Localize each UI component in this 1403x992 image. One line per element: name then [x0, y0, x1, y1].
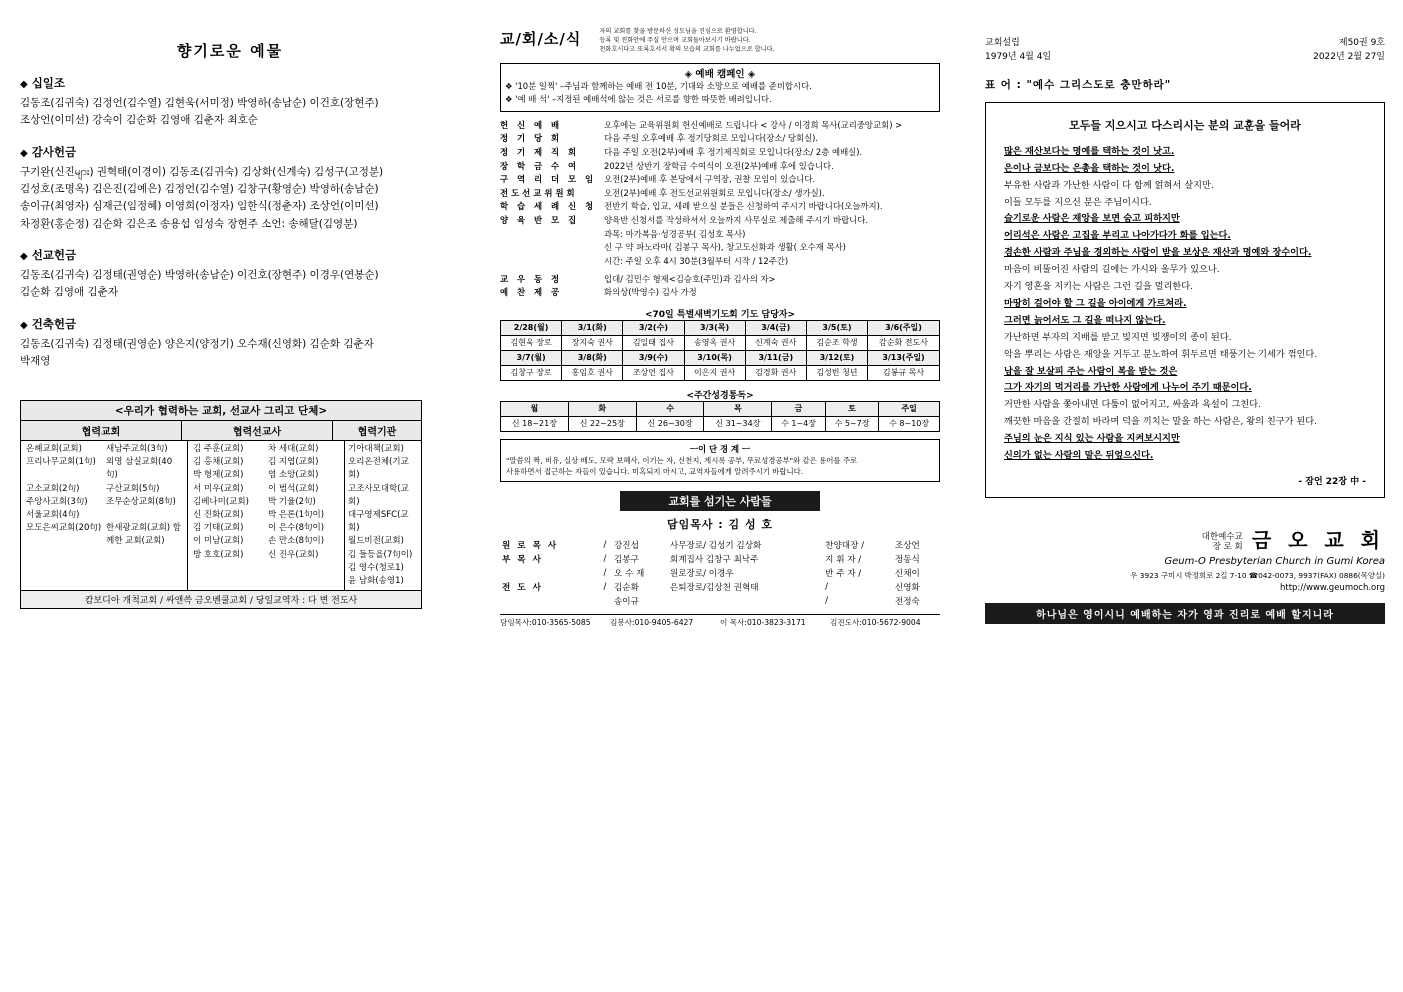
church-website[interactable]: http://www.geumoch.org	[1279, 583, 1385, 593]
diamond-icon: ◆	[20, 250, 28, 262]
missionary-row: 김베나미(교회) 박 기율(2句)	[193, 496, 316, 507]
motto-label: 표 어 :	[985, 78, 1022, 91]
verse-title: 모두들 지으시고 다스리시는 분의 교훈을 들어라	[1069, 118, 1301, 132]
diamond-icon: ◆	[20, 79, 28, 90]
announcement-label: 예 찬 제 공	[500, 287, 563, 298]
offering-group-label: 선교헌금	[31, 247, 77, 262]
issue-date: 2022년 2월 27일	[1313, 52, 1385, 63]
table-row: 월 화 수 목 금 토 주일	[501, 401, 940, 416]
announcement-text: 오후에는 교육위원회 헌신예배로 드립니다 < 강사 / 이경희 목사(교리중앙교회) >	[604, 119, 903, 130]
verse-line: 많은 재산보다는 명예를 택하는 것이 낫고.	[1004, 145, 1175, 157]
offering-line: 김동조(김귀숙) 김정언(김수열) 김현욱(서미정) 박영하(송남순) 이건호(장현주)	[20, 97, 379, 109]
verse-line: 그가 자기의 먹거리를 가난한 사람에게 나누어 주기 때문이다.	[1004, 382, 1252, 394]
offering-line: 김동조(김귀숙) 김정태(권영순) 양은지(양정기) 오수재(신영화) 김순화 김춘자	[20, 337, 374, 350]
announcement-list	[500, 119, 940, 300]
staff-row: 부 목 사 / 김봉구 회계집사 김창구 최낙주 지 휘 자 / 정동식	[502, 553, 920, 565]
org-row: 고조사모대학(교회)	[348, 483, 409, 507]
church-row: 모도은씨교회(20句) 한새광교회(교회) 함께한 교회(교회)	[26, 523, 182, 547]
church-address: 우 3923 구미시 박정희로 2길 7-10 ☎042-0073, 9937(FAX) 0886(목양실)	[1130, 571, 1385, 580]
church-row: 프리나무교회(1句) 외명 삼실교회(40句)	[26, 457, 173, 481]
missionary-row: 박 형제(교회) 염 소앙(교회)	[193, 470, 319, 481]
phone-list	[500, 614, 940, 628]
campaign-line: ❖ '예 배 석' –지정된 예배석에 않는 것은 서로를 향한 따뜻한 배려입니다.	[505, 94, 772, 105]
verse-line: 이들 모두를 지으신 분은 주님이시다.	[1004, 196, 1152, 208]
offering-group-label: 십일조	[31, 76, 66, 90]
founded-date: 1979년 4월 4일	[985, 52, 1052, 63]
phone-item: 김봉사:010-9405-6427	[610, 617, 694, 627]
org-row: 기아대책(교회)	[348, 444, 404, 455]
announcement-item	[500, 146, 940, 160]
offering-group-head	[20, 75, 440, 91]
serve-section-bar: 교회를 섬기는 사람들	[620, 491, 820, 511]
announcement-item	[500, 187, 940, 201]
cooperation-footer: 캄보디아 개척교회 / 싸앤쓱 금오벤쿨교회 / 당일교역자 : 다 변 전도사	[21, 590, 421, 608]
missionary-row: 방 호호(교회) 신 진우(교회)	[193, 549, 319, 560]
offering-group-head	[20, 144, 440, 160]
verse-line: 겸손한 사람과 주님을 경외하는 사람이 받을 보상은 재산과 명예와 장수이다.	[1004, 247, 1312, 259]
offering-line: 송이규(최영자) 심재근(임정혜) 이영희(이정자) 임한식(정춘자) 조상언(이미선)	[20, 200, 379, 213]
announcement-item	[500, 173, 940, 187]
offering-line: 조상언(이미선) 강숙이 김순화 김영애 김춘자 최호순	[20, 114, 258, 127]
announcement-text: 전반기 학습, 입교, 세례 받으실 분들은 신청하여 주시기 바랍니다(오늘까지).	[604, 201, 883, 212]
bible-reading-title: <주간성경통독>	[686, 390, 754, 401]
verse-line: 은이나 금보다는 은총을 택하는 것이 낫다.	[1004, 162, 1175, 174]
church-row: 서울교회(4句)	[26, 509, 80, 520]
middle-column	[500, 0, 940, 628]
org-row: 오리온전체(기교회)	[348, 457, 409, 481]
church-row: 고소교회(2句) 구산교회(5句)	[26, 483, 160, 494]
prayer-schedule-table	[500, 320, 940, 381]
announcement-label: 양 육 반 모 집	[500, 215, 580, 226]
phone-item: 이 목사:010-3823-3171	[720, 617, 806, 627]
announcement-label: 교 우 동 정	[500, 273, 563, 284]
missionary-row: 이 미남(교회) 손 만소(8句이)	[193, 536, 325, 547]
table-row: 김창구 장로 홍임호 권사 조상언 집사 이은지 권사 김경화 권사 김성빈 청년 김봉규 목사	[501, 365, 940, 380]
announcement-item	[500, 286, 940, 300]
church-name-english: Geum-O Presbyterian Church in Gumi Korea	[1164, 556, 1385, 567]
announcement-sub: 신 구 약 파노라마( 김봉구 목사), 창고도신화과 생활( 오수재 목사)	[604, 242, 846, 253]
org-row: 김 들등을(7句이)	[348, 549, 413, 560]
table-row: 2/28(월) 3/1(화) 3/2(수) 3/3(목) 3/4(금) 3/5(토) 3/6(주일)	[501, 320, 940, 335]
cooperation-body	[21, 441, 421, 590]
staff-row: 원 로 목 사 / 강진섭 사무장로/ 김성기 김상화 찬양대장 / 조상언	[502, 539, 920, 551]
phone-item: 김진도사:010-5672-9004	[830, 617, 921, 627]
missionary-row: 김 주훈(교회) 차 세대(교회)	[193, 444, 319, 455]
announcement-text: 2022년 상반기 장학금 수여식이 오전(2부)예배 후에 있습니다.	[604, 160, 834, 171]
diamond-icon: ◆	[20, 319, 28, 331]
col-header-churches: 협력교회	[21, 421, 182, 440]
announcement-sub: 과목: 마가복음·성경공부( 김성호 목사)	[604, 228, 746, 239]
offering-line: 김동조(김귀숙) 김정태(권영순) 박영하(송남순) 이건호(장현주) 이경우(연봉순)	[20, 268, 379, 281]
verse-line: 악을 뿌리는 사람은 재앙을 거두고 분노하여 휘두르면 태풍기는 기세가 꺾인다.	[1004, 348, 1318, 360]
offering-group-body	[20, 164, 440, 233]
senior-pastor-line: 담임목사 : 김 성 호	[666, 517, 774, 531]
phone-item: 담임목사:010-3565-5085	[500, 617, 591, 627]
cult-warning-line: "말씀의 짝, 비유, 실상 배도, 모략 보혜사, 이기는 자, 신천지, 계시록 공부, 무료성경공부"와 같은 용어를 주로	[506, 456, 858, 466]
right-column	[985, 0, 1385, 624]
motto-text: "예수 그리스도로 충만하라"	[1026, 78, 1172, 91]
offering-line: 구기완(신진များ) 권혁태(이경이) 김동조(김귀숙) 김상화(신계숙) 김성구(고정분)	[20, 165, 384, 178]
announcement-text: 다음 주일 오전(2부)예배 후 정기제직회로 모입니다(장소/ 2층 예배실).	[604, 147, 863, 158]
campaign-line: ❖ '10분 일찍' –주님과 함께하는 예배 전 10분, 기대와 소망으로 예배를 준비합시다.	[505, 80, 812, 91]
offering-line: 김성호(조명옥) 김은진(김예은) 김정언(김수열) 김창구(황영순) 박영하(송남순)	[20, 182, 379, 195]
announcement-item	[500, 200, 940, 214]
offering-group-label: 건축헌금	[31, 316, 77, 331]
announcement-item	[500, 214, 940, 228]
verse-line: 주님의 눈은 지식 있는 사람을 지켜보시지만	[1004, 433, 1180, 445]
verse-line: 자기 영혼을 지키는 사람은 그런 길을 멀리한다.	[1004, 281, 1194, 293]
denomination-line: 장 로 회	[1212, 542, 1243, 553]
cooperation-table	[20, 400, 422, 609]
announcement-text: 다음 주일 오후예배 후 정기당회로 모입니다(장소/ 당회실).	[604, 133, 819, 144]
announcement-label: 헌 신 예 배	[500, 119, 563, 130]
announcement-label: 장 학 금 수 여	[500, 160, 580, 171]
volume-number: 제50권 9호	[1338, 38, 1385, 48]
col-header-orgs: 협력기관	[357, 427, 397, 439]
founded-label: 교회설립	[985, 38, 1020, 48]
bible-reading-table	[500, 401, 940, 432]
verse-line: 깨끗한 마음을 간절히 바라며 덕을 끼치는 말을 하는 사람은, 왕의 친구가 된다.	[1004, 416, 1318, 428]
announcement-label: 전도선교위원회	[500, 187, 578, 198]
table-row: 김현욱 장로 장지숙 권사 김일태 집사 송영옥 권사 신계숙 권사 김순조 학생 감순화 전도사	[501, 335, 940, 350]
staff-table	[500, 538, 940, 608]
announcement-item	[500, 132, 940, 146]
announcement-text: 양육반 신청서를 작성하셔서 오늘까지 사무실로 제출해 주시기 바랍니다.	[604, 215, 869, 226]
footer-bar: 하나님은 영이시니 예배하는 자가 영과 진리로 예배 할지니라	[985, 603, 1385, 624]
missionary-row: 신 진화(교회) 박 은론(1句이)	[193, 509, 325, 520]
verse-line: 슬기로운 사람은 재앙을 보면 숨고 피하지만	[1004, 213, 1180, 225]
verse-line: 어리석은 사람은 고집을 부리고 나아가다가 화를 입는다.	[1004, 230, 1231, 242]
verse-line: 신의가 없는 사람의 말은 뒤엎으신다.	[1004, 450, 1154, 462]
news-title: 교/회/소/식	[500, 30, 582, 48]
verse-line: 거만한 사람을 쫓아내면 다툼이 없어지고, 싸움과 욕설이 그친다.	[1004, 399, 1262, 411]
news-header	[500, 28, 940, 55]
staff-row: 송이규 / 전정숙	[613, 595, 920, 607]
announcement-item	[500, 160, 940, 174]
org-row: 월드비전(교회)	[348, 536, 404, 547]
missionaries-cell	[188, 441, 345, 590]
church-logo-block	[985, 524, 1385, 593]
offering-group-body	[20, 336, 440, 371]
offering-group	[20, 316, 440, 371]
orgs-cell	[345, 441, 421, 590]
offering-line: 차정환(홍순정) 김순화 김은조 송용섭 임성숙 장현주 소언: 송해달(김영분)	[20, 217, 358, 230]
motto-line	[985, 77, 1385, 92]
offering-group	[20, 75, 440, 130]
offering-group-label: 감사헌금	[31, 144, 77, 159]
worship-campaign-box	[500, 63, 940, 112]
left-column	[20, 0, 440, 609]
offering-group-head	[20, 247, 440, 263]
cult-warning-box	[500, 439, 940, 482]
announcement-text: 입대/ 김민수 형제<김승호(주민)과 김사의 자>	[604, 273, 776, 284]
masthead	[985, 36, 1385, 65]
diamond-icon: ◆	[20, 147, 28, 159]
campaign-heading: ◈ 예배 캠페인 ◈	[684, 68, 756, 80]
welcome-notice: 자의 교회를 찾을 방문하신 성도님을 진심으로 환영합니다. 등록 및 전화안에 주실 안으며 교회돌아보시기 바랍니다. 천화호시다고 또록호서서 확의 모습의 교회를 나누었으로 합니다.	[599, 28, 775, 53]
offering-line: 박재영	[20, 354, 51, 367]
missionary-row: 김 기태(교회) 이 은수(8句이)	[193, 523, 325, 534]
offering-group	[20, 144, 440, 233]
announcement-label: 구 역 리 더 모 임	[500, 174, 597, 185]
verse-line: 그러면 늙어서도 그 길을 떠나지 않는다.	[1004, 314, 1166, 326]
offering-group-body	[20, 267, 440, 302]
verse-box	[985, 102, 1385, 498]
church-row: 주앙사고회(3句) 조무순상교회(8句)	[26, 496, 176, 507]
announcement-text: 오전(2부)예배 후 전도선교위원회로 모입니다(장소/ 생가실).	[604, 187, 825, 198]
org-row: 김 영수(청로1)	[348, 562, 404, 573]
verse-line: 부유한 사람과 가난한 사람이 다 함께 얽혀서 살지만.	[1004, 179, 1214, 191]
announcement-text: 화의상(박영수) 김사 가정	[604, 287, 697, 298]
announcement-sub: 시간: 주일 오후 4시 30분(3월부터 시작 / 12주간)	[604, 255, 789, 266]
table-row: 신 18~21장 신 22~25장 신 26~30장 신 31~34장 수 1~4장 수 5~7장 수 8~10장	[501, 416, 940, 431]
announcement-item	[500, 119, 940, 133]
denomination-line: 대한예수교	[1201, 531, 1243, 542]
offering-group	[20, 247, 440, 302]
denomination-lines	[1202, 532, 1243, 553]
cooperation-title: <우리가 협력하는 교회, 선교사 그리고 단체>	[21, 401, 421, 421]
missionary-row: 서 미우(교회) 이 범석(교회)	[193, 483, 319, 494]
staff-row: / 오 수 재 원로장로/ 이경우 반 주 자 / 신채이	[603, 567, 920, 579]
offering-line: 김순화 김영애 김춘자	[20, 286, 118, 299]
church-name: 금 오 교 회	[1251, 528, 1385, 552]
verse-line: 가난하면 부자의 지배를 받고 빚지면 빚쟁이의 종이 된다.	[1004, 331, 1232, 343]
church-row: 온혜교회(교회) 새남주교회(3句)	[26, 444, 168, 455]
announcement-label: 정 기 당 회	[500, 133, 563, 144]
verse-reference: - 잠언 22장 中 -	[1298, 477, 1366, 487]
org-row: 대구영제SFC(교회)	[348, 509, 409, 534]
announcement-item	[500, 273, 940, 287]
staff-row: 전 도 사 / 김순화 은퇴장로/김상천 권혁태 / 신영화	[502, 581, 920, 593]
prayer-table-title: <70일 특별새벽기도회 기도 담당자>	[644, 309, 796, 320]
offering-group-body	[20, 95, 440, 130]
offering-group-head	[20, 316, 440, 332]
announcement-text: 오전(2부)예배 후 본당에서 구역장, 권찰 모임이 있습니다.	[604, 174, 816, 185]
issue-block	[1313, 36, 1385, 65]
org-row: 윤 남화(송영1)	[348, 575, 404, 586]
announcement-label: 정 기 제 직 회	[500, 147, 580, 158]
founded-block	[985, 36, 1051, 65]
verse-line: 마음이 비뚤어진 사람의 길에는 가시와 올무가 있으나.	[1004, 264, 1220, 276]
verse-line: 남을 잘 보살피 주는 사람이 복을 받는 것은	[1004, 365, 1178, 377]
cult-warning-line: 사용하면서 접근하는 자들이 있습니다. 미혹되지 마시고, 교역자들에게 알려주시기 바랍니다.	[506, 467, 804, 477]
table-row: 3/7(월) 3/8(화) 3/9(수) 3/10(목) 3/11(금) 3/12(토) 3/13(주일)	[501, 350, 940, 365]
announcement-label: 학 습 세 례 신 청	[500, 201, 597, 212]
cooperation-header-row	[21, 421, 421, 441]
col-header-missionaries: 협력선교사	[182, 421, 333, 440]
verse-line: 마땅히 걸어야 할 그 길을 아이에게 가르쳐라.	[1004, 297, 1187, 309]
left-page-title: 향기로운 예물	[176, 42, 284, 60]
churches-cell	[21, 441, 188, 590]
missionary-row: 김 홍채(교회) 김 지엽(교회)	[193, 457, 319, 468]
cult-warning-heading: ㅡ이 단 경 계 ㅡ	[689, 443, 751, 454]
